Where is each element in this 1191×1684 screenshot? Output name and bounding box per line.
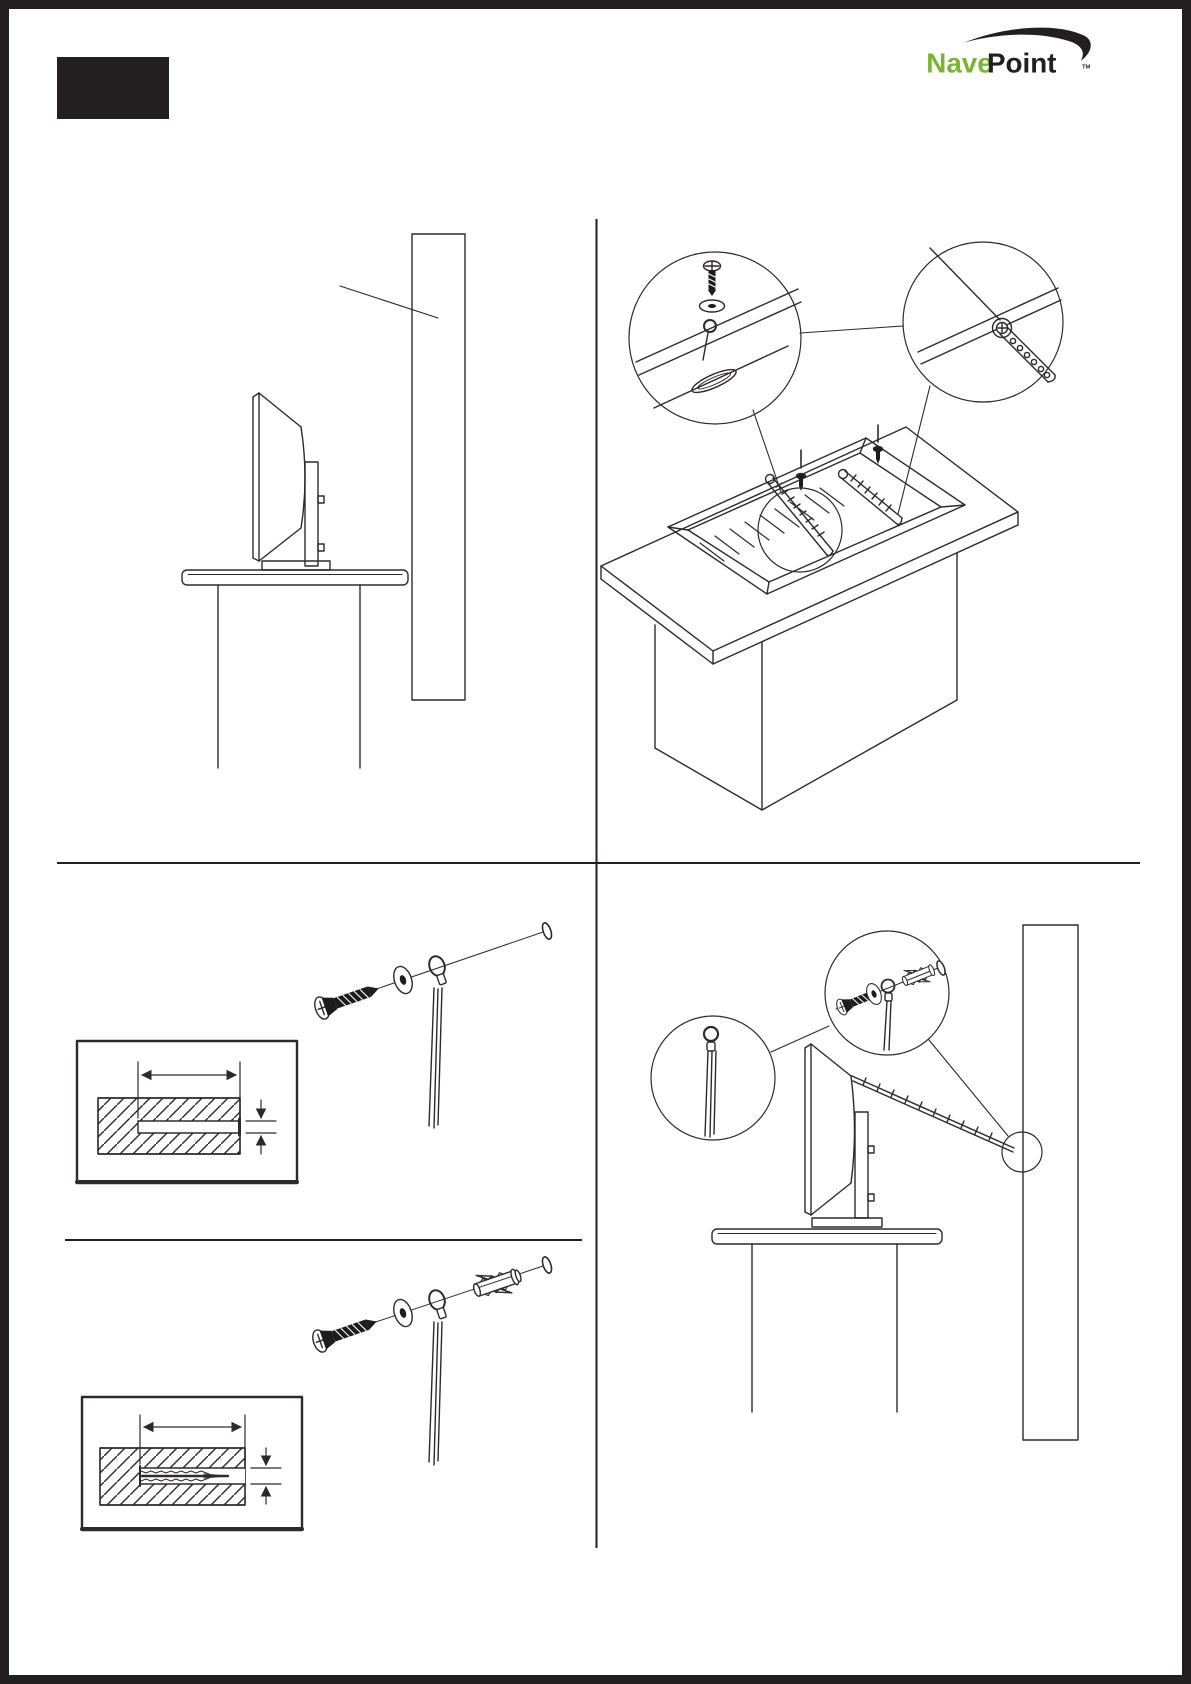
leader-left-circle-to-tv: [753, 410, 781, 492]
detail-circle-cable-eyelet: [651, 1016, 775, 1140]
tv-side-view: [253, 393, 305, 561]
cap-disc-icon: [541, 922, 554, 941]
anchor-icon: [470, 1262, 525, 1304]
diameter-dimension: [246, 1100, 276, 1154]
wall-leader-line: [340, 286, 438, 318]
logo-text-nave: Nave: [926, 47, 993, 79]
logo-text-point: Point: [987, 47, 1057, 79]
leader-between-circles: [771, 1026, 829, 1052]
stand-knob-lower: [318, 544, 324, 551]
figure-wood-anchor-exploded: [77, 922, 553, 1183]
detail-circle-anchor-exploded: [825, 931, 949, 1055]
safety-strap-left: [766, 475, 834, 556]
stand-base-plate: [262, 561, 330, 570]
figure-tv-strapped-to-wall: [651, 925, 1078, 1440]
tabletop: [712, 1229, 942, 1244]
locator-circle: [758, 488, 842, 572]
washer-icon: [700, 300, 725, 312]
tv-stand-column: [812, 1112, 882, 1227]
cable-loop-icon: [882, 980, 895, 1051]
figure-drywall-anchor-exploded: [82, 1256, 553, 1530]
tv-side-view: [805, 1044, 855, 1215]
figure-tv-beside-wall: [182, 234, 465, 768]
wall-rect: [1023, 925, 1078, 1440]
diameter-dimension: [251, 1448, 281, 1504]
screw-icon: [704, 261, 721, 296]
cable-loop-icon: [427, 954, 451, 1128]
strap-eyelet-icon: [689, 320, 738, 397]
stand-base-plate: [812, 1218, 882, 1227]
figure-strap-to-tv-back: [601, 242, 1063, 810]
screw-icon: [312, 978, 382, 1021]
logo-trademark: TM: [1082, 64, 1091, 71]
strap-screwed-icon: [993, 319, 1056, 383]
tabletop: [182, 570, 408, 585]
drill-hole-cross-section-box: [77, 1041, 297, 1183]
stand-knob-upper: [318, 496, 324, 503]
cable-eyelet-icon: [704, 1027, 718, 1137]
safety-strap-right: [839, 470, 903, 525]
anchor-cross-section-box: [82, 1397, 302, 1530]
leader-to-wall-circle: [929, 1040, 1008, 1136]
stand-knob-lower: [868, 1194, 874, 1201]
detail-circle-screw-washer: [629, 252, 801, 424]
washer-icon: [390, 964, 415, 996]
leader-right-circle-to-strap: [898, 386, 930, 514]
floating-screw-left: [797, 450, 806, 491]
screw-icon: [310, 1311, 380, 1354]
cabinet-isometric: [601, 427, 1018, 810]
leader-between-circles: [800, 326, 903, 333]
cap-disc-icon: [935, 960, 947, 976]
cap-disc-icon: [541, 1256, 554, 1275]
tv-stand-column: [262, 462, 330, 570]
wall-rect: [412, 234, 465, 700]
wall-attachment-circle: [1002, 1132, 1042, 1172]
cabinet-pedestal: [655, 553, 957, 810]
tv-back-panel: [668, 438, 965, 594]
stand-knob-upper: [868, 1146, 874, 1153]
table: [182, 570, 408, 768]
drill-hole-slot: [138, 1121, 240, 1133]
cable-loop-icon: [427, 1288, 451, 1465]
detail-circle-strap-holes: [903, 242, 1063, 402]
washer-icon: [390, 1297, 415, 1329]
table: [712, 1229, 942, 1412]
